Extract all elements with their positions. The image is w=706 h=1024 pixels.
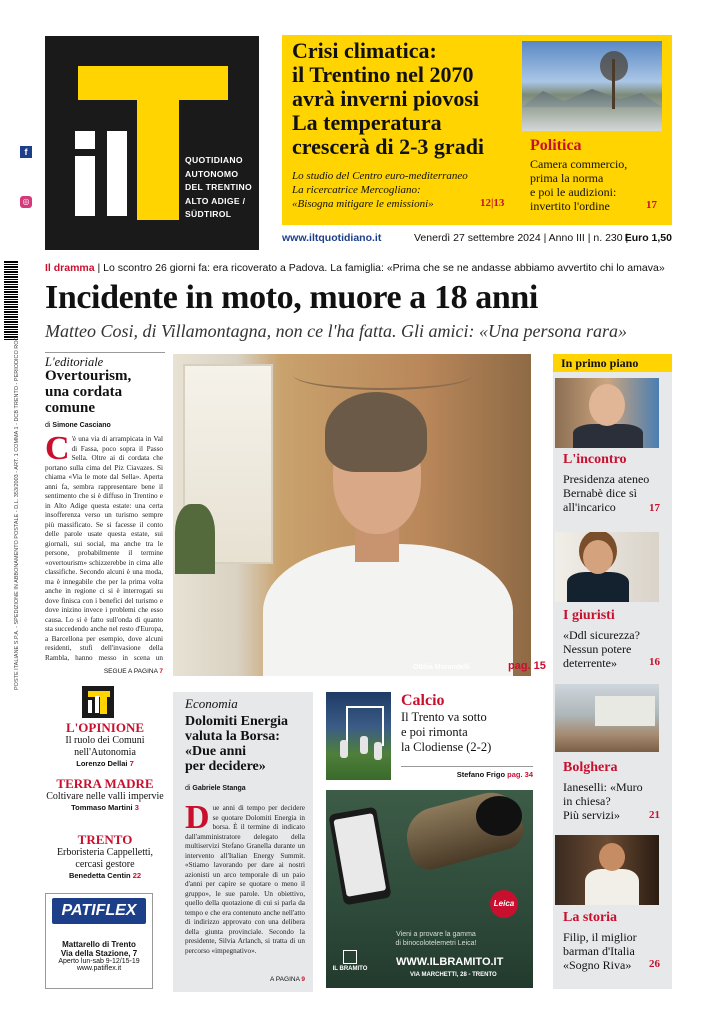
logo-shape: [78, 66, 228, 100]
item-kicker: I giuristi: [563, 608, 615, 623]
giurista-photo: [555, 532, 659, 602]
bolghera-photo: [555, 684, 659, 752]
calcio-kicker: Calcio: [401, 692, 445, 709]
website-link[interactable]: www.iltquotidiano.it: [282, 232, 382, 244]
photo-credit: Ottilia Morandelli: [413, 664, 470, 671]
bramito-logo: IL BRAMITO: [332, 950, 368, 972]
economia-kicker: Economia: [185, 696, 238, 711]
phone-image: [328, 807, 391, 906]
instagram-icon[interactable]: ◎: [20, 196, 32, 208]
patiflex-url[interactable]: www.patiflex.it: [76, 965, 122, 972]
top-story-subhead: Lo studio del Centro euro-mediterraneo La ricercatrice Mercogliano: «Bisogna mitigare le emissioni»: [292, 170, 468, 210]
issue-price: Euro 1,50: [624, 232, 672, 244]
leica-ad-text: Vieni a provare la gamma di binocolotelemetri Leica!: [395, 931, 477, 947]
legal-text: POSTE ITALIANE S.P.A. - SPEDIZIONE IN ABBONAMENTO POSTALE - D.L. 353/2003 - ART. 1 COMMA 1 - DCB TRENTO - PERIODICO ROC: [14, 336, 20, 690]
opinion-item[interactable]: TERRA MADRE Coltivare nelle valli imperviе Tommaso Martini 3: [46, 776, 164, 812]
item-page: 16: [649, 656, 660, 668]
main-subhead: Matteo Cosi, di Villamontagna, non ce l'ha fatta. Gli amici: «Una persona rara»: [45, 321, 627, 341]
editorial-body: C 'è una via di arrampicata in Val di Fassa, poco sopra il Passo Sella. Oltre ai di cordata che portano sulla cima del Piz Ciavazes. Si chiama «Via le mote dal Sella». Aperta anni fa, sembra rappresentare bene il sentimento che si è diffuso in Trentino e in Alto Adige questa estate: una certa insofferenza verso un turismo sempre più massificato. Se si facesse il conto delle parole usate questa estate, sui giornali, sui social, ma anche tra le persone, probabilmente il termine «overtourism» schizzerebbe in cima alle classifiche. Secondo alcuni è una moda, ma è innegabile che per la prima volta anche in regione ci si è interrogati su dove finisca con i benefici del turismo e dove inizino invece i problemi che esso causa. Lo si è fatto sull'onda di quanto sta succedendo anche nel resto d'Europa, a Barcellona per esempio, dove alcuni residenti, stufi dell'invasione della Rambla, hanno messo in scena un: [45, 435, 163, 662]
masthead-info: [282, 232, 672, 248]
item-page: 17: [649, 502, 660, 514]
main-story-page: pag. 15: [508, 660, 546, 672]
editorial-headline[interactable]: Overtourism, una cordata comune: [45, 368, 132, 416]
small-logo: [82, 686, 114, 718]
bernabe-photo: [555, 378, 659, 448]
politica-kicker: Politica: [530, 137, 582, 154]
calcio-headline[interactable]: Il Trento va sotto e poi rimonta la Clodiense (2-2): [401, 710, 492, 754]
top-story-headline[interactable]: Crisi climatica: il Trentino nel 2070 avrà inverni piovosi La temperatura crescerà di 2-3 gradi: [292, 38, 485, 159]
bramito-url[interactable]: WWW.ILBRAMITO.IT: [396, 956, 504, 968]
item-headline[interactable]: Presidenza ateneo Bernabè dice sì all'incarico: [563, 472, 650, 514]
climate-photo: [522, 41, 662, 131]
issue-date: Venerdì 27 settembre 2024 | Anno III | n. 230 |: [414, 232, 629, 244]
editorial-author: di Simone Casciano: [45, 422, 111, 429]
item-headline[interactable]: «Ddl sicurezza? Nessun potere deterrente»: [563, 628, 640, 670]
economia-box[interactable]: [173, 692, 313, 992]
economia-author: di Gabriele Stanga: [185, 785, 246, 792]
item-page: 26: [649, 958, 660, 970]
item-headline[interactable]: Filip, il miglior barman d'Italia «Sogno Riva»: [563, 930, 637, 972]
item-kicker: L'incontro: [563, 452, 627, 467]
main-story-kicker: Il dramma | Lo scontro 26 giorni fa: era ricoverato a Padova. La famiglia: «Prima che se ne andasse abbiamo avvertito chi lo amava»: [45, 262, 665, 274]
editorial-kicker: L'editoriale: [45, 352, 165, 370]
politica-text[interactable]: Camera commercio, prima la norma e poi le audizioni: invertito l'ordine: [530, 157, 628, 213]
patiflex-logo: PATIFLEX: [52, 898, 146, 924]
main-headline[interactable]: Incidente in moto, muore a 18 anni: [45, 279, 538, 316]
editorial-continue[interactable]: SEGUE A PAGINA 7: [103, 668, 163, 675]
item-kicker: La storia: [563, 910, 618, 925]
top-story-box[interactable]: [282, 35, 672, 225]
facebook-icon[interactable]: f: [20, 146, 32, 158]
item-kicker: Bolghera: [563, 760, 618, 775]
leica-logo: Leica: [490, 890, 518, 918]
economia-continue[interactable]: A PAGINA 9: [270, 976, 305, 983]
economia-body: Due anni di tempo per decidere se quotare Dolomiti Energia in borsa. È il termine di indicato dall'amministratore delegato della multiservizi Stefano Granella durante un intervento all'Italian Energy Summit. «Stiamo lavorando per dare ai nostri azionisti un arco temporale di un paio d'anni per capire se quotare o meno il gruppo», le sue parole. Un obiettivo, quello della quotazione di cui si parla da tempo e che era contenuto anche nell'atto di indirizzo approvato con una delibera della giunta provinciale. Secondo la presidente, Silvia Arlanch, si tratta di un percorso «impegnativo».: [185, 804, 305, 955]
logo-tagline: QUOTIDIANO AUTONOMO DEL TRENTINO ALTO ADIGE / SÜDTIROL: [185, 155, 252, 219]
barman-photo: [555, 835, 659, 905]
patiflex-ad[interactable]: PATIFLEX Mattarello di Trento Via della Stazione, 7 Aperto lun-sab 9-12/15-19 www.patiflex.it: [45, 893, 153, 989]
item-page: 21: [649, 809, 660, 821]
bramito-address: VIA MARCHETTI, 28 - TRENTO: [410, 972, 497, 978]
side-strip: [0, 0, 40, 1024]
calcio-author: Stefano Frigo pag. 34: [401, 766, 533, 779]
leica-ad[interactable]: [326, 790, 533, 988]
economia-headline[interactable]: Dolomiti Energia valuta la Borsa: «Due anni per decidere»: [185, 714, 289, 774]
opinion-item[interactable]: TRENTO Erboristeria Cappelletti, cercasi gestore Benedetta Centin 22: [56, 832, 154, 880]
main-story-photo[interactable]: [173, 354, 531, 676]
deer-icon: [343, 950, 357, 964]
item-headline[interactable]: Ianeselli: «Muro in chiesa? Più servizi»: [563, 780, 643, 822]
top-story-page: 12|13: [480, 197, 505, 209]
column-title: In primo piano: [553, 354, 672, 372]
calcio-photo: [326, 692, 391, 780]
politica-page: 17: [646, 199, 657, 211]
newspaper-logo[interactable]: [45, 36, 259, 250]
in-primo-piano-column: [553, 354, 672, 989]
opinion-item[interactable]: L'OPINIONE Il ruolo dei Comuni nell'Autonomia Lorenzo Dellai 7: [65, 720, 145, 768]
